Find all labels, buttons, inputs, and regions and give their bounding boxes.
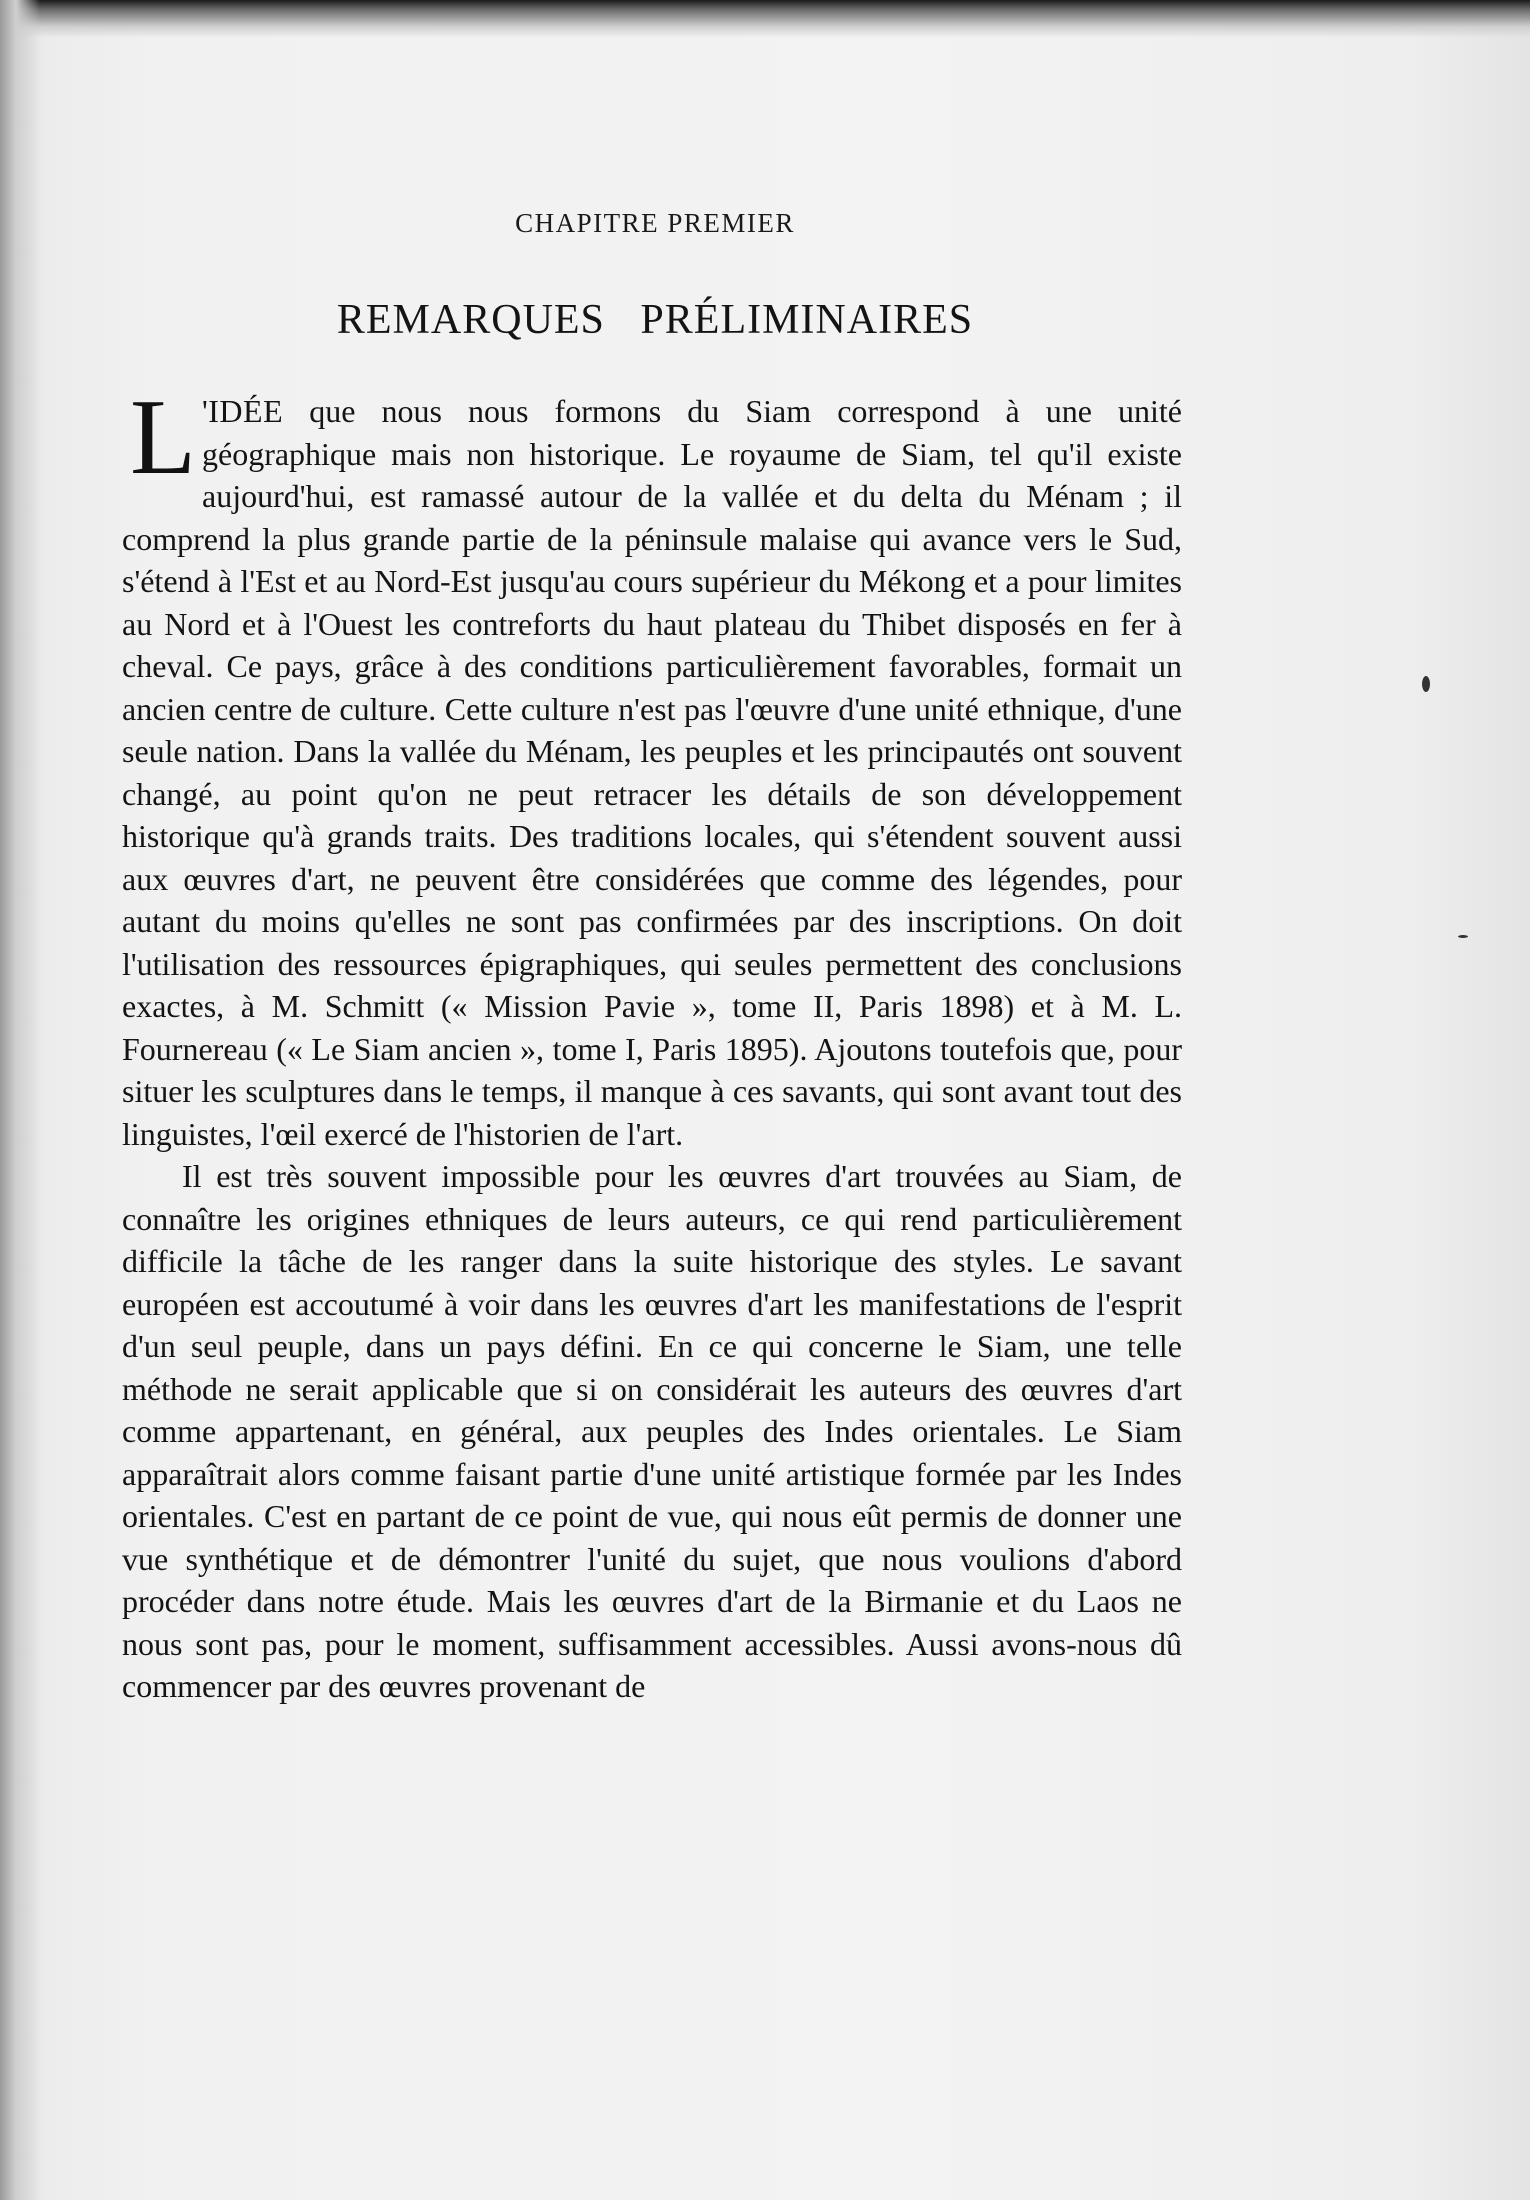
ink-speck (1422, 676, 1430, 692)
top-edge-shadow (0, 0, 1530, 38)
paragraph-1 (122, 378, 1182, 1155)
heading-word-2: PRÉLIMINAIRES (640, 297, 974, 343)
chapter-label: CHAPITRE PREMIER (515, 208, 795, 238)
heading-word-1: REMARQUES (336, 297, 605, 343)
paragraph-2: Il est très souvent impossible pour les œuvres d'art trouvées au Siam, de connaître les origines ethniques de leurs auteurs, ce qui rend particulièrement difficile la tâche de les ranger dans la suite historique des styles. Le savant européen est accoutumé à voir dans les œuvres d'art les manifestations de l'esprit d'un seul peuple, dans un pays défini. En ce qui concerne le Siam, une telle méthode ne serait applicable que si on considérait les auteurs des œuvres d'art comme appartenant, en général, aux peuples des Indes orientales. Le Siam apparaîtrait alors comme faisant partie d'une unité artistique formée par les Indes orientales. C'est en partant de ce point de vue, qui nous eût permis de donner une vue synthétique et de démontrer l'unité du sujet, que nous voulions d'abord procéder dans notre étude. Mais les œuvres d'art de la Birmanie et du Laos ne nous sont pas, pour le moment, suffisamment accessibles. Aussi avons-nous dû commencer par des œuvres provenant de (122, 1158, 1182, 1704)
opening-word: 'IDÉE (201, 393, 284, 429)
chapter-heading (0, 296, 1310, 344)
drop-cap: L (130, 378, 196, 497)
ink-speck (1458, 935, 1468, 938)
body-text (122, 378, 1182, 1708)
paragraph-1-text: que nous nous formons du Siam correspond à une unité géographique mais non historique. Le royaume de Siam, tel qu'il existe aujourd'hui, est ramassé autour de la vallée et du delta du Ménam ; il comprend la plus grande partie de la péninsule malaise qui avance vers le Sud, s'étend à l'Est et au Nord-Est jusqu'au cours supérieur du Mékong et a pour limites au Nord et à l'Ouest les contreforts du haut plateau du Thibet disposés en fer à cheval. Ce pays, grâce à des conditions particulièrement favorables, formait un ancien centre de culture. Cette culture n'est pas l'œuvre d'une unité ethnique, d'une seule nation. Dans la vallée du Ménam, les peuples et les principautés ont souvent changé, au point qu'on ne peut retracer les détails de son développement historique qu'à grands traits. Des traditions locales, qui s'étendent souvent aussi aux œuvres d'art, ne peuvent être considérées que comme des légendes, pour autant du moins qu'elles ne sont pas confirmées par des inscriptions. On doit l'utilisation des ressources épigraphiques, qui seules permettent des conclusions exactes, à M. Schmitt (« Mission Pavie », tome II, Paris 1898) et à M. L. Fournereau (« Le Siam ancien », tome I, Paris 1895). Ajoutons toutefois que, pour situer les sculptures dans le temps, il manque à ces savants, qui sont avant tout des linguistes, l'œil exercé de l'historien de l'art. (122, 393, 1182, 1152)
